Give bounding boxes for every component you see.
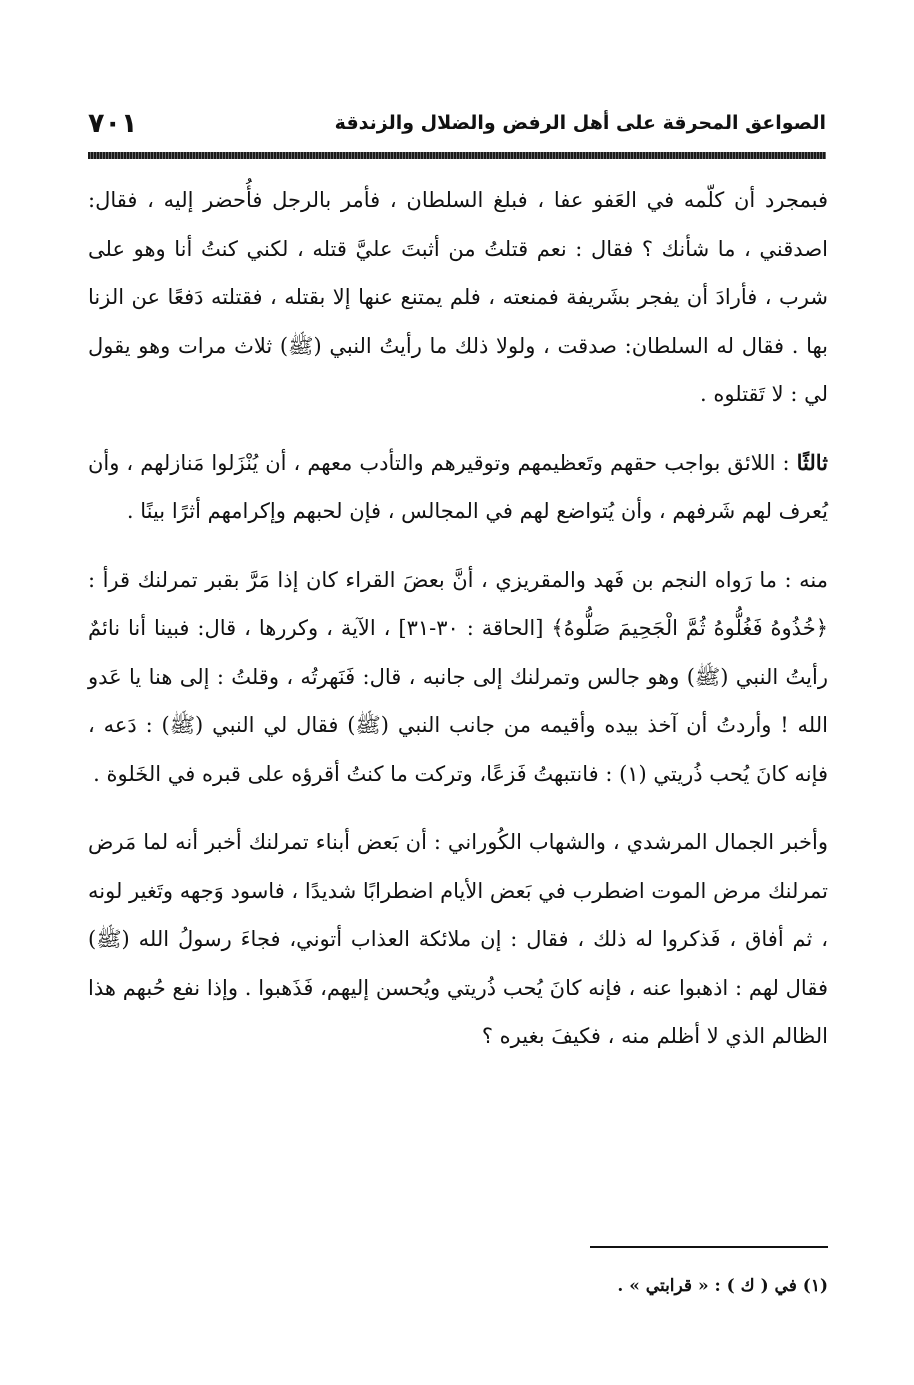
paragraph-1-text: فبمجرد أن كلّمه في العَفو عفا ، فبلغ السلطان ، فأمر بالرجل فأُحضر إليه ، فقال: اصدقني ، ما شأنك ؟ فقال : نعم قتلتُ من أثبتَ عليَّ قتله ، لكني كنتُ أنا وهو على شرب ، فأرادَ أن يفجر بشَريفة فمنعته ، فلم يمتنع عنها إلا بقتله ، فقتلته دَفعًا عن الزنا بها . فقال له السلطان: صدقت ، ولولا ذلك ما رأيتُ النبي (ﷺ) ثلاث مرات وهو يقول لي : لا تَقتلوه . xyxy=(88,188,828,406)
paragraph-2-text: : اللائق بواجب حقهم وتَعظيمهم وتوقيرهم والتأدب معهم ، أن يُنْزَلوا مَنازلهم ، وأن يُعرف لهم شَرفهم ، وأن يُتواضع لهم في المجالس ، فإن لحبهم وإكرامهم أثرًا بينًا . xyxy=(88,450,828,523)
header-rule xyxy=(88,152,826,159)
footnote: (١) في ( ك ) : « قرابتي » . xyxy=(617,1276,828,1296)
paragraph-3-text: منه : ما رَواه النجم بن فَهد والمقريزي ، أنَّ بعضَ القراء كان إذا مَرَّ بقبر تمرلنك قرأ : ﴿خُذُوهُ فَغُلُّوهُ ثُمَّ الْجَحِيمَ صَلُّوهُ﴾ [الحاقة : ٣٠-٣١] ، الآية ، وكررها ، قال: فبينا أنا نائمٌ رأيتُ النبي (ﷺ) وهو جالس وتمرلنك إلى جانبه ، قال: فَنَهرتُه ، وقلتُ : إلى هنا يا عَدو الله ! وأردتُ أن آخذ بيده وأقيمه من جانب النبي (ﷺ) فقال لي النبي (ﷺ) : دَعه ، فإنه كانَ يُحب ذُريتي (١) : فانتبهتُ فَزعًا، وتركت ما كنتُ أقرؤه على قبره في الخَلوة . xyxy=(88,567,828,786)
paragraph-4 xyxy=(88,818,828,1061)
page-header xyxy=(88,108,826,152)
paragraph-2 xyxy=(88,439,828,536)
running-title: الصواعق المحرقة على أهل الرفض والضلال والزندقة xyxy=(334,112,826,134)
page-number: ٧٠١ xyxy=(88,108,138,139)
paragraph-4-text: وأخبر الجمال المرشدي ، والشهاب الكُوراني : أن بَعض أبناء تمرلنك أخبر أنه لما مَرض تمرلنك مرض الموت اضطرب في بَعض الأيام اضطرابًا شديدًا ، فاسود وَجهه وتَغير لونه ، ثم أفاق ، فَذكروا له ذلك ، فقال : إن ملائكة العذاب أتوني، فجاءَ رسولُ الله (ﷺ) فقال لهم : اذهبوا عنه ، فإنه كانَ يُحب ذُريتي ويُحسن إليهم، فَذَهبوا . وإذا نفع حُبهم هذا الظالم الذي لا أظلم منه ، فكيفَ بغيره ؟ xyxy=(88,830,828,1048)
paragraph-1 xyxy=(88,176,828,419)
body-text xyxy=(88,176,828,1061)
paragraph-2-lead: ثالثًا xyxy=(796,449,828,475)
paragraph-3 xyxy=(88,556,828,799)
footnote-rule xyxy=(590,1246,828,1248)
